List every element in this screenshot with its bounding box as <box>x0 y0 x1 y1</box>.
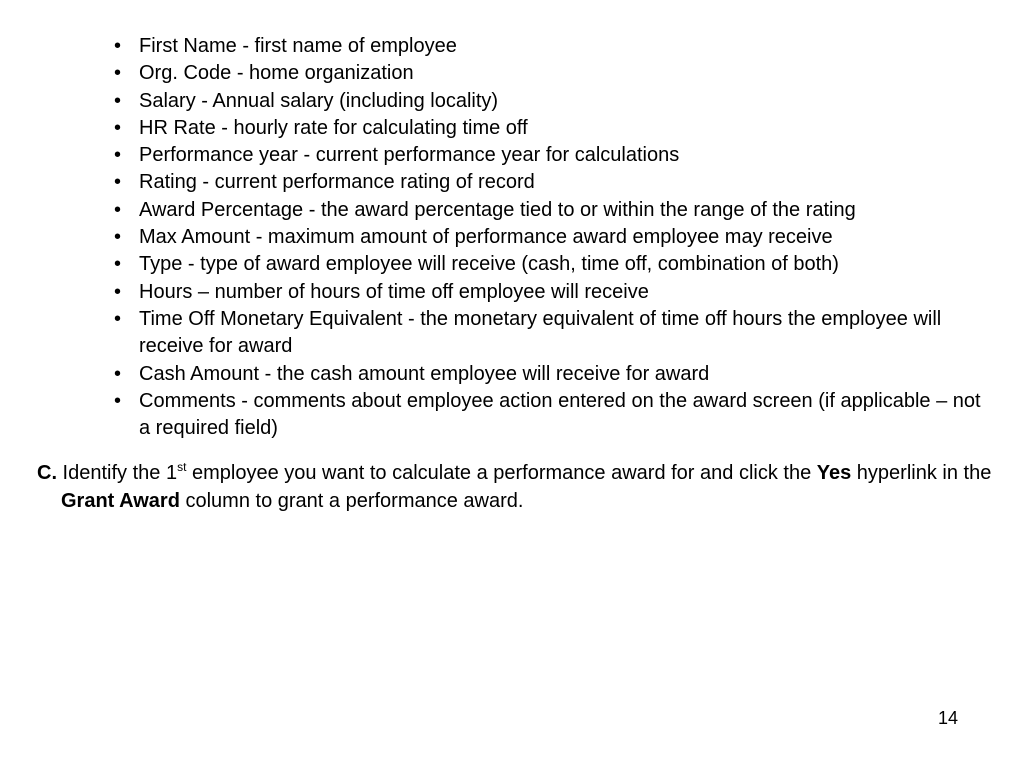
bullet-icon: • <box>114 307 122 330</box>
grant-award-column-reference: Grant Award <box>61 490 180 512</box>
bullet-icon: • <box>114 389 122 412</box>
bullet-icon: • <box>114 116 122 139</box>
list-item <box>110 142 990 169</box>
bullet-icon: • <box>114 144 122 167</box>
field-definition-text: HR Rate - hourly rate for calculating time off <box>139 116 528 139</box>
list-item <box>110 169 990 196</box>
list-item <box>110 197 990 224</box>
list-item <box>110 115 990 142</box>
bullet-icon: • <box>114 198 122 221</box>
step-label: C. <box>37 462 57 484</box>
field-definition-text: First Name - first name of employee <box>139 35 457 57</box>
bullet-icon: • <box>114 280 122 303</box>
list-item <box>110 279 990 306</box>
field-definition-text: Salary - Annual salary (including locality) <box>139 89 499 112</box>
step-text-part: Identify the 1 <box>57 462 178 484</box>
list-item <box>110 88 990 115</box>
field-definition-text: Cash Amount - the cash amount employee will receive for award <box>139 362 710 385</box>
list-item <box>110 361 990 388</box>
step-text-part: hyperlink in the <box>851 462 992 484</box>
bullet-icon: • <box>114 89 122 112</box>
step-c-instruction <box>37 459 1011 515</box>
field-definition-text: Rating - current performance rating of record <box>139 171 535 194</box>
list-item <box>110 306 990 361</box>
field-definition-text: Hours – number of hours of time off employee will receive <box>139 280 649 303</box>
bullet-icon: • <box>114 362 122 385</box>
bullet-icon: • <box>114 226 122 249</box>
bullet-icon: • <box>114 35 122 57</box>
field-definition-text: Max Amount - maximum amount of performance award employee may receive <box>139 226 833 249</box>
yes-link-reference: Yes <box>816 462 852 484</box>
list-item <box>110 251 990 278</box>
page-number: 14 <box>938 708 959 728</box>
bullet-icon: • <box>114 171 122 194</box>
list-item <box>110 60 990 87</box>
ordinal-suffix: st <box>177 460 187 474</box>
bullet-icon: • <box>114 253 122 276</box>
field-definition-text: Comments - comments about employee action entered on the award screen (if applicable – not a required field) <box>139 389 981 440</box>
field-definition-text: Performance year - current performance year for calculations <box>139 144 680 167</box>
field-definition-text: Org. Code - home organization <box>139 62 414 85</box>
field-definition-list <box>110 33 990 442</box>
field-definition-text: Type - type of award employee will receive (cash, time off, combination of both) <box>139 253 839 276</box>
step-text-part: column to grant a performance award. <box>179 490 524 512</box>
field-definition-text: Time Off Monetary Equivalent - the monetary equivalent of time off hours the employee will receive for award <box>139 307 942 358</box>
list-item <box>110 33 990 60</box>
field-definition-text: Award Percentage - the award percentage tied to or within the range of the rating <box>139 198 856 221</box>
list-item <box>110 224 990 251</box>
bullet-icon: • <box>114 62 122 85</box>
list-item <box>110 388 990 443</box>
step-text-part: employee you want to calculate a performance award for and click the <box>186 462 817 484</box>
